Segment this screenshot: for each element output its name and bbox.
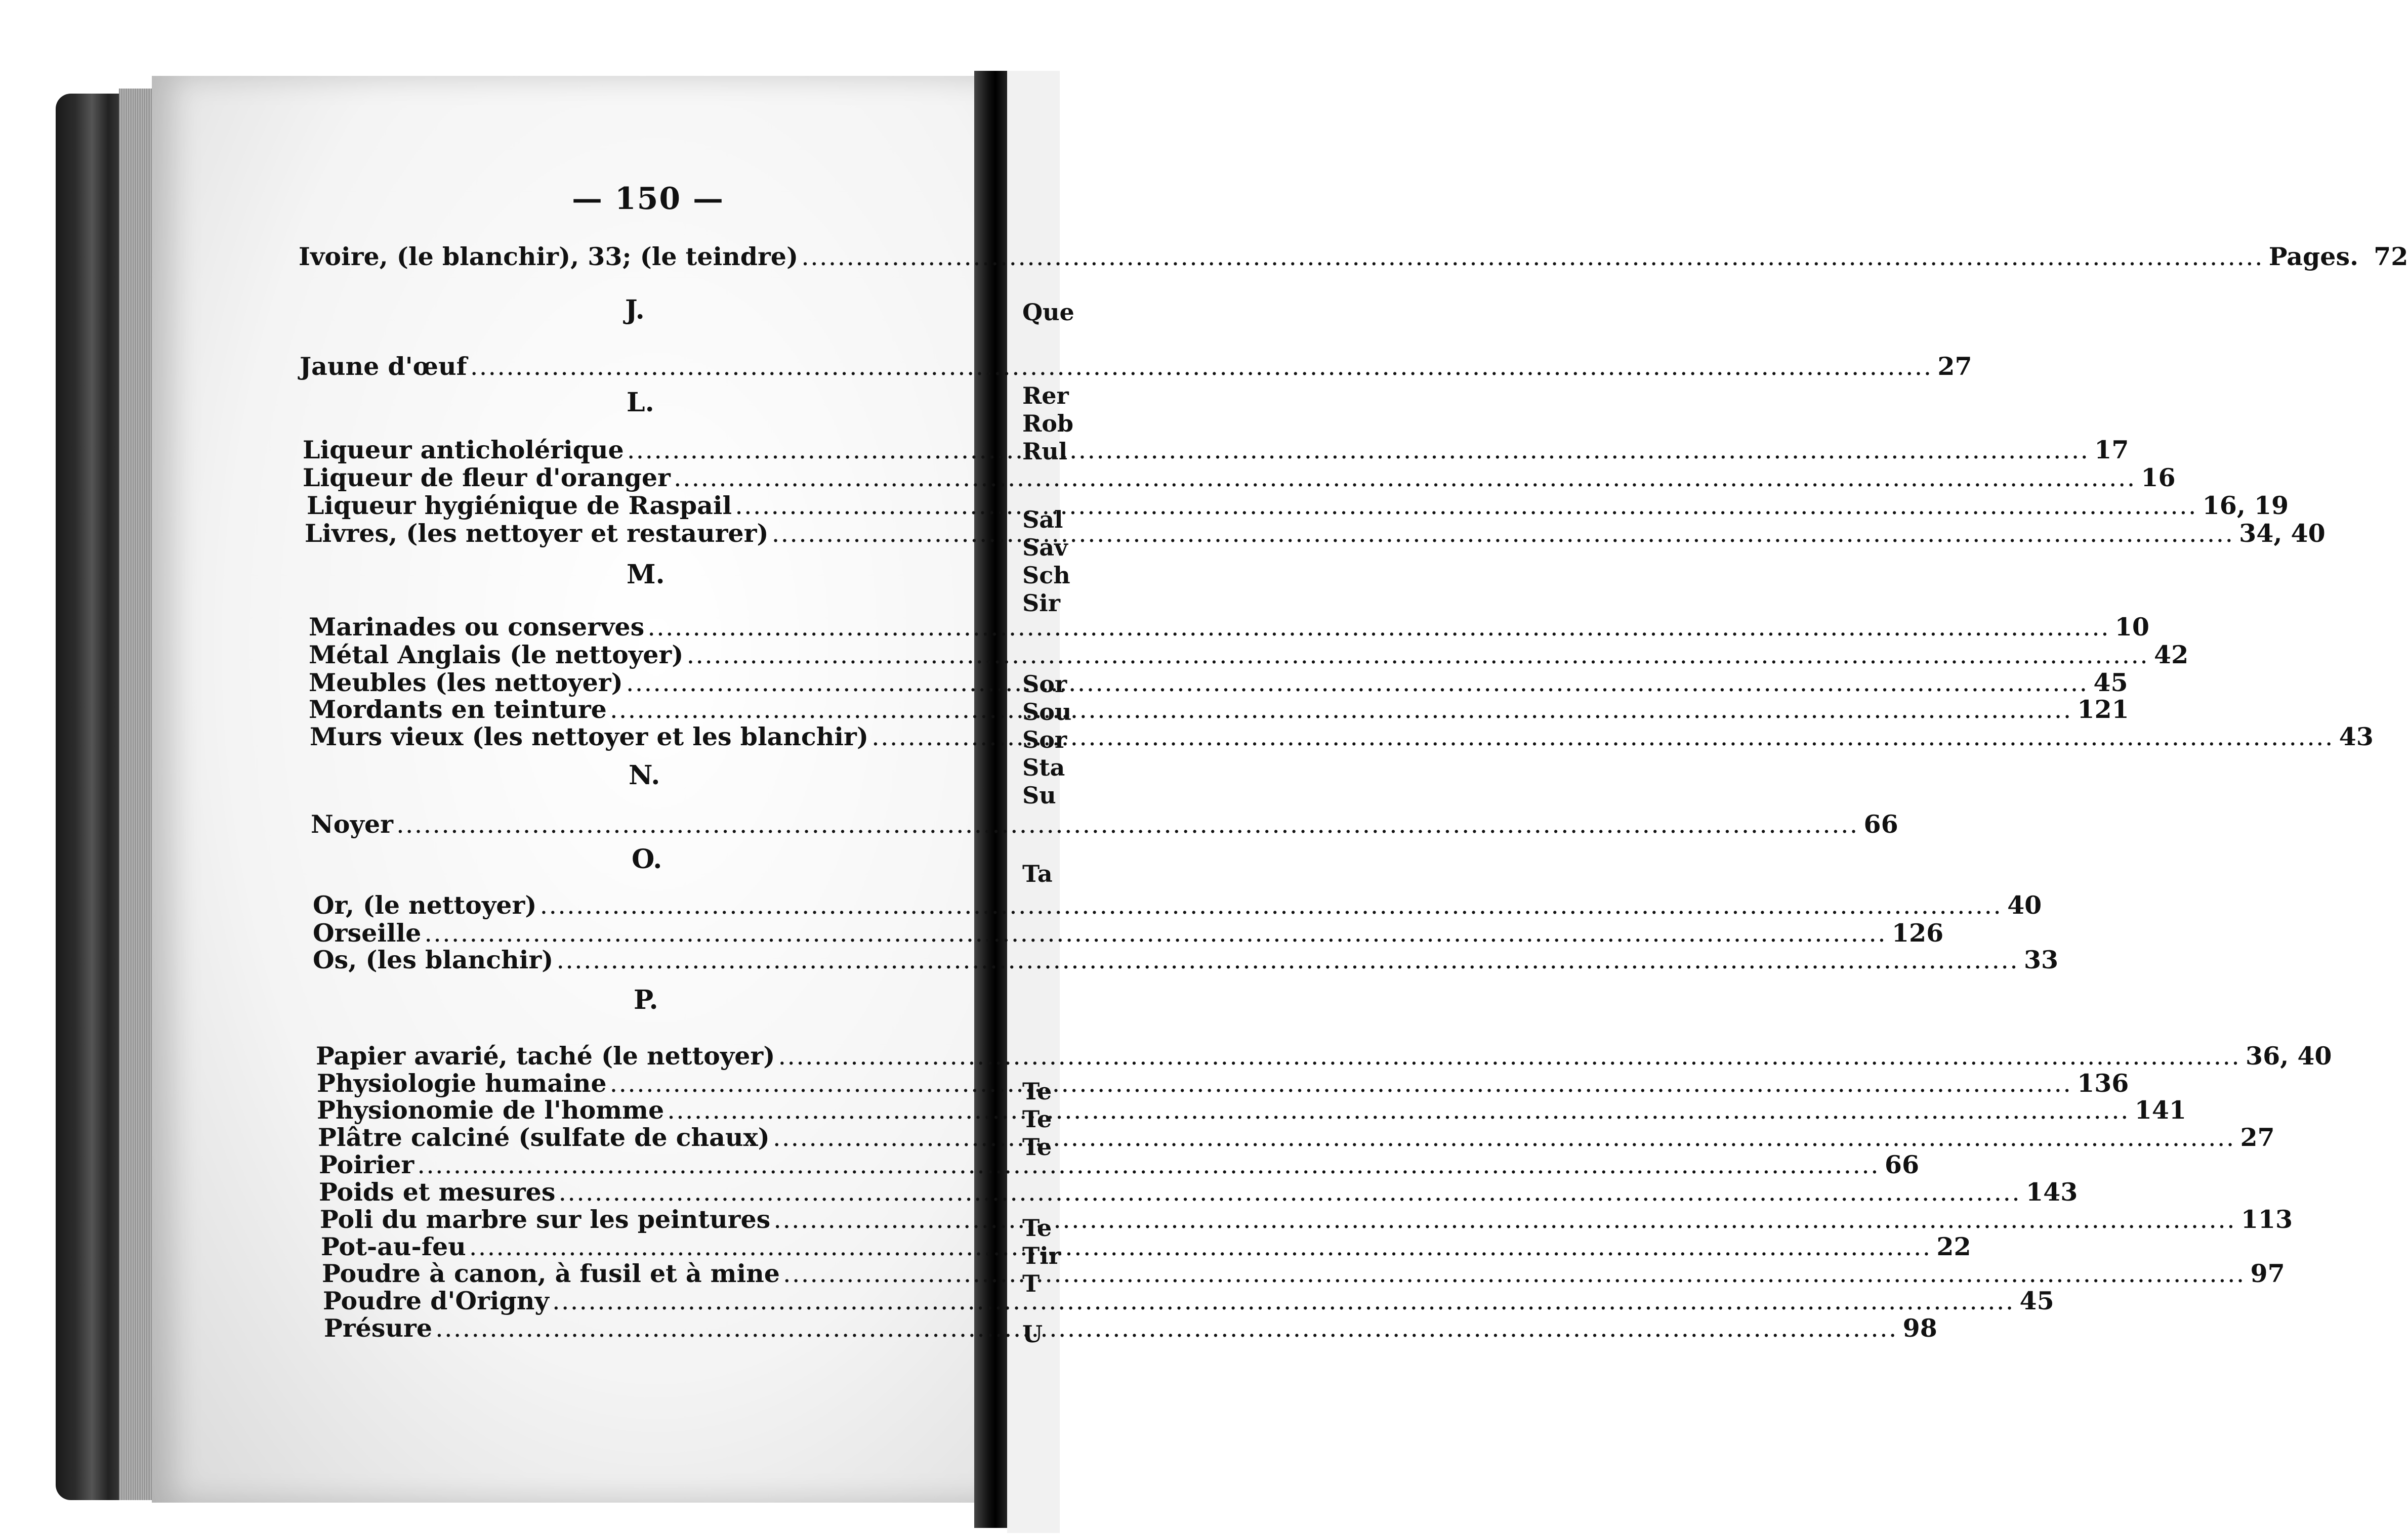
entry-label: Physiologie humaine	[317, 1069, 607, 1098]
facing-page-fragment: Sor	[1022, 670, 1067, 698]
facing-page-fragment: Sav	[1022, 534, 1068, 561]
entry-pages: 126	[1891, 918, 1944, 948]
leader-dots	[802, 249, 2265, 270]
entry-label: Jaune d'œuf	[300, 352, 467, 381]
index-entry	[313, 945, 2059, 974]
entry-pages: 97	[2250, 1259, 2285, 1288]
leader-dots	[687, 648, 2150, 668]
entry-pages: 121	[2077, 695, 2129, 724]
index-entry-ivoire	[299, 242, 2408, 271]
leader-dots	[873, 730, 2335, 750]
facing-page-fragment: Sal	[1022, 506, 1063, 533]
entry-pages: 16, 19	[2202, 491, 2289, 520]
leader-dots	[648, 620, 2111, 640]
leader-dots	[779, 1049, 2241, 1069]
section-letter-m: M.	[627, 559, 665, 590]
entry-label: Liqueur hygiénique de Raspail	[307, 491, 732, 520]
leader-dots	[397, 817, 1860, 837]
entry-pages: 45	[2093, 668, 2128, 697]
entry-label: Ivoire, (le blanchir), 33; (le teindre)	[299, 242, 799, 271]
facing-page-fragment: Sou	[1022, 698, 1072, 726]
index-entry	[322, 1259, 2285, 1288]
facing-page-fragment: Te	[1022, 1133, 1052, 1161]
entry-pages: 43	[2339, 722, 2374, 751]
entry-label: Liqueur anticholérique	[303, 435, 624, 464]
section-letter-n: N.	[629, 760, 660, 791]
entry-label: Noyer	[311, 809, 393, 839]
facing-page-fragment: U	[1022, 1320, 1043, 1348]
index-entry	[309, 640, 2189, 669]
leader-dots	[628, 443, 2091, 463]
facing-page-fragment: Rob	[1022, 410, 1074, 437]
entry-label: Poudre à canon, à fusil et à mine	[322, 1259, 780, 1288]
entry-pages: 34, 40	[2239, 519, 2326, 548]
entry-label: Poli du marbre sur les peintures	[320, 1205, 771, 1234]
entry-pages: 42	[2154, 640, 2189, 669]
entry-pages: 17	[2094, 435, 2129, 464]
entry-label: Or, (le nettoyer)	[313, 890, 537, 920]
facing-page-fragment: Te	[1022, 1214, 1052, 1242]
facing-page-fragment: Rer	[1022, 382, 1069, 409]
entry-pages: 40	[2007, 890, 2042, 920]
index-entry	[311, 809, 1898, 839]
facing-page-fragment: Tir	[1022, 1242, 1061, 1269]
pages-header: Pages.	[2268, 242, 2359, 271]
index-entry	[313, 890, 2042, 920]
entry-label: Mordants en teinture	[309, 695, 607, 724]
leader-dots	[470, 1240, 1933, 1260]
leader-dots	[559, 1185, 2022, 1205]
leader-dots	[541, 898, 2003, 918]
section-letter-p: P.	[634, 985, 658, 1015]
leader-dots	[471, 359, 1934, 379]
section-letter-o: O.	[632, 844, 662, 875]
entry-label: Papier avarié, taché (le nettoyer)	[316, 1041, 775, 1071]
book-cover-edge	[56, 94, 121, 1500]
entry-pages: 27	[2240, 1123, 2275, 1152]
index-entry	[324, 1313, 1937, 1343]
leader-dots	[675, 471, 2137, 491]
facing-page-fragment: Sch	[1022, 562, 1070, 589]
entry-label: Meubles (les nettoyer)	[309, 668, 623, 697]
section-letter-j: J.	[625, 294, 645, 325]
entry-pages: 136	[2077, 1069, 2129, 1098]
entry-label: Pot-au-feu	[321, 1232, 466, 1261]
facing-page-fragment: T	[1022, 1270, 1040, 1297]
entry-pages: 16	[2141, 463, 2176, 492]
leader-dots	[668, 1103, 2131, 1123]
entry-label: Marinades ou conserves	[309, 612, 645, 642]
entry-label: Poudre d'Origny	[323, 1286, 549, 1315]
index-entry	[300, 352, 1972, 381]
entry-label: Liqueur de fleur d'oranger	[303, 463, 671, 492]
section-letter-l: L.	[627, 387, 654, 418]
entry-pages: 33	[2023, 945, 2059, 974]
facing-page-fragment: Ta	[1022, 860, 1053, 887]
entry-pages: 27	[1937, 352, 1972, 381]
leader-dots	[418, 1158, 1881, 1178]
page-number: — 150 —	[572, 181, 725, 217]
leader-dots	[611, 702, 2073, 722]
entry-pages: 66	[1884, 1150, 1920, 1179]
index-entry	[319, 1177, 2078, 1207]
leader-dots	[557, 953, 2020, 973]
facing-page-fragment: Te	[1022, 1078, 1052, 1105]
entry-label: Poirier	[319, 1150, 414, 1179]
index-entry	[318, 1123, 2275, 1152]
entry-pages: 22	[1936, 1232, 1971, 1261]
entry-pages: 141	[2134, 1095, 2187, 1125]
facing-page-fragment: Sor	[1022, 726, 1067, 753]
entry-pages: 98	[1902, 1313, 1937, 1343]
entry-label: Physionomie de l'homme	[317, 1095, 665, 1125]
leader-dots	[553, 1294, 2016, 1314]
entry-label: Poids et mesures	[319, 1177, 556, 1207]
leader-dots	[436, 1321, 1899, 1341]
index-entry	[303, 463, 2176, 492]
entry-label: Os, (les blanchir)	[313, 945, 554, 974]
entry-pages: 72	[2374, 242, 2408, 271]
entry-pages: 45	[2019, 1286, 2054, 1315]
leader-dots	[774, 1130, 2236, 1150]
index-entry	[323, 1286, 2054, 1315]
facing-page-fragment: Te	[1022, 1105, 1052, 1133]
leader-dots	[774, 1212, 2237, 1232]
entry-pages: 36, 40	[2246, 1041, 2332, 1071]
leader-dots	[611, 1076, 2073, 1096]
entry-pages: 143	[2026, 1177, 2078, 1207]
leader-dots	[773, 526, 2235, 546]
entry-label: Présure	[324, 1313, 433, 1343]
facing-page-fragment: Rul	[1022, 438, 1068, 465]
facing-page-fragment: Sir	[1022, 589, 1060, 617]
entry-pages: 66	[1863, 809, 1898, 839]
index-entry	[313, 918, 1944, 948]
leader-dots	[784, 1266, 2247, 1287]
leader-dots	[736, 498, 2198, 519]
entry-label: Livres, (les nettoyer et restaurer)	[305, 519, 769, 548]
facing-page-fragment: Que	[1022, 299, 1074, 326]
entry-pages: 10	[2114, 612, 2149, 642]
leader-dots	[627, 675, 2090, 696]
leader-dots	[425, 926, 1888, 946]
index-entry	[319, 1150, 1920, 1179]
facing-page-fragment: Su	[1022, 782, 1056, 809]
entry-label: Métal Anglais (le nettoyer)	[309, 640, 684, 669]
entry-pages: 113	[2240, 1205, 2293, 1234]
index-entry	[309, 612, 2149, 642]
entry-label: Plâtre calciné (sulfate de chaux)	[318, 1123, 770, 1152]
entry-label: Orseille	[313, 918, 422, 948]
index-entry	[316, 1041, 2332, 1071]
entry-label: Murs vieux (les nettoyer et les blanchir)	[310, 722, 869, 751]
facing-page-fragment: Sta	[1022, 754, 1065, 781]
